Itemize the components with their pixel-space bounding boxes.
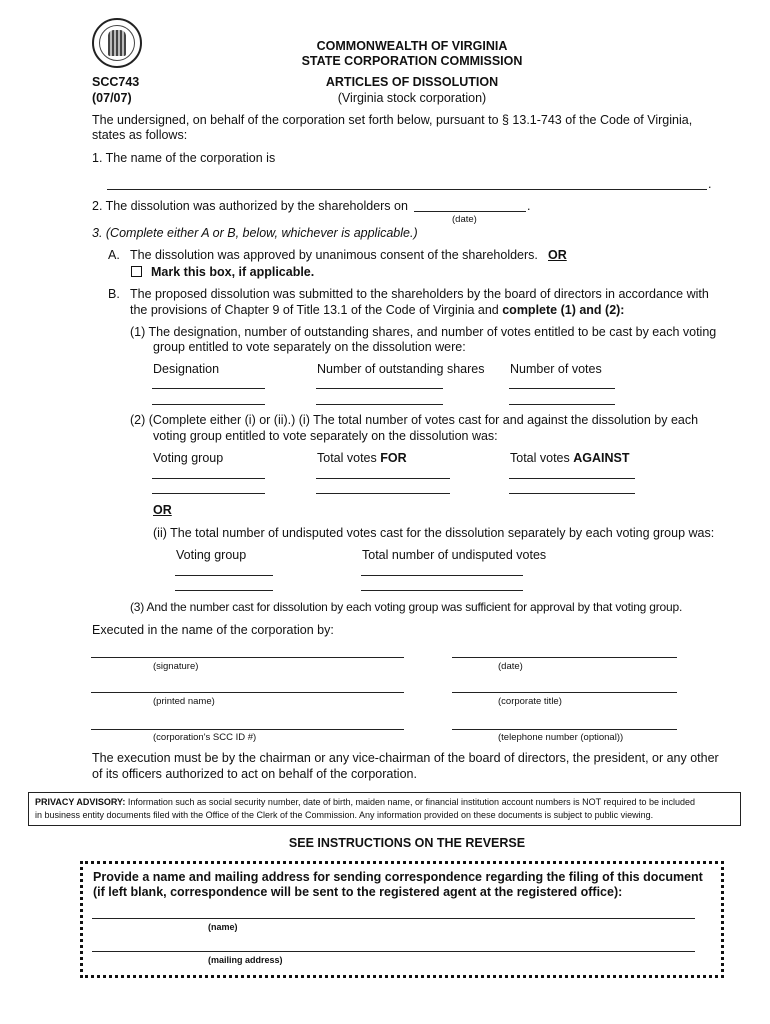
item1-text: 1. The name of the corporation is: [92, 151, 276, 165]
item2-period: .: [527, 199, 531, 213]
privacy-label: PRIVACY ADVISORY:: [35, 797, 126, 807]
execution-note-line2: of its officers authorized to act on behalf of the corporation.: [92, 767, 417, 781]
privacy-text1: Information such as social security number, date of birth, maiden name, or financial institution account numbers is NOT required to be included: [127, 797, 696, 807]
itemB-line2: [130, 303, 624, 318]
execution-note-line1: The execution must be by the chairman or any vice-chairman of the board of directors, the president, or any other: [92, 751, 719, 765]
correspondence-address-caption: (mailing address): [208, 955, 283, 965]
unanimous-consent-checkbox[interactable]: [131, 266, 142, 277]
col-total-against: [510, 451, 630, 466]
sub3-text: (3) And the number cast for dissolution by each voting group was sufficient for approval by that voting group.: [130, 600, 683, 614]
votes-field-1[interactable]: [509, 388, 615, 389]
header-line2: STATE CORPORATION COMMISSION: [301, 54, 523, 68]
correspondence-name-field[interactable]: [92, 918, 695, 919]
corporate-title-caption: (corporate title): [498, 696, 562, 707]
correspondence-name-caption: (name): [208, 922, 238, 932]
sub1-line2: group entitled to vote separately on the dissolution were:: [153, 340, 466, 354]
designation-field-2[interactable]: [152, 404, 265, 405]
printed-name-caption: (printed name): [153, 696, 215, 707]
scc-id-field[interactable]: [91, 729, 404, 730]
corporate-title-field[interactable]: [452, 692, 677, 693]
col-total-against-pre: Total votes: [510, 451, 570, 465]
executed-text: Executed in the name of the corporation by:: [92, 623, 334, 637]
itemA-text: The dissolution was approved by unanimous consent of the shareholders.: [130, 248, 538, 262]
col-designation: Designation: [153, 362, 220, 376]
ii-undisputed-field-2[interactable]: [361, 590, 523, 591]
intro-line2: states as follows:: [92, 128, 188, 142]
voting-group-field-1[interactable]: [152, 478, 265, 479]
votes-field-2[interactable]: [509, 404, 615, 405]
itemB-line1: The proposed dissolution was submitted to the shareholders by the board of directors in accordance with: [130, 287, 709, 301]
privacy-advisory-box: [28, 792, 741, 826]
form-subtitle: (Virginia stock corporation): [337, 91, 487, 105]
votes-for-field-2[interactable]: [316, 493, 450, 494]
votes-for-field-1[interactable]: [316, 478, 450, 479]
votes-against-field-1[interactable]: [509, 478, 635, 479]
ii-undisputed-field-1[interactable]: [361, 575, 523, 576]
ii-col-voting-group: Voting group: [176, 548, 247, 562]
sub2-ii-text: (ii) The total number of undisputed votes cast for the dissolution separately by each voting group was:: [153, 526, 715, 540]
privacy-line1: [35, 796, 734, 809]
item3-text: 3. (Complete either A or B, below, whichever is applicable.): [92, 226, 418, 240]
col-total-against-bold: AGAINST: [573, 451, 630, 465]
itemA-label: A.: [108, 248, 120, 262]
item1-period: .: [708, 177, 712, 191]
ii-voting-group-field-1[interactable]: [175, 575, 273, 576]
itemB-line2-bold: complete (1) and (2):: [502, 303, 625, 317]
ii-voting-group-field-2[interactable]: [175, 590, 273, 591]
ii-col-undisputed-votes: Total number of undisputed votes: [362, 548, 547, 562]
telephone-field[interactable]: [452, 729, 677, 730]
col-total-for: [317, 451, 407, 466]
col-voting-group: Voting group: [153, 451, 224, 465]
checkbox-label: Mark this box, if applicable.: [151, 265, 315, 279]
privacy-line2: in business entity documents filed with the Office of the Clerk of the Commission. Any information provided on these documents is subject to public viewing.: [35, 809, 654, 820]
intro-line1: The undersigned, on behalf of the corporation set forth below, pursuant to § 13.1-743 of the Code of Virginia,: [92, 113, 693, 127]
form-number: SCC743: [92, 75, 140, 89]
printed-name-field[interactable]: [91, 692, 404, 693]
correspondence-line2: (if left blank, correspondence will be sent to the registered agent at the registered office):: [93, 885, 623, 899]
authorization-date-field[interactable]: [414, 211, 526, 212]
see-instructions: SEE INSTRUCTIONS ON THE REVERSE: [288, 836, 526, 850]
sub1-line1: (1) The designation, number of outstanding shares, and number of votes entitled to be cast by each voting: [130, 325, 717, 339]
date-caption: (date): [452, 214, 477, 225]
form-date: (07/07): [92, 91, 132, 105]
signature-caption: (signature): [153, 661, 199, 672]
sub2-or: OR: [153, 503, 172, 517]
execution-date-field[interactable]: [452, 657, 677, 658]
votes-against-field-2[interactable]: [509, 493, 635, 494]
corporation-name-field[interactable]: [107, 189, 707, 190]
signature-field[interactable]: [91, 657, 404, 658]
sub2-line1: (2) (Complete either (i) or (ii).) (i) The total number of votes cast for and against the dissolution by each: [130, 413, 699, 427]
item2-text: 2. The dissolution was authorized by the shareholders on: [92, 199, 408, 213]
itemA-or: OR: [548, 248, 567, 262]
correspondence-line1: Provide a name and mailing address for sending correspondence regarding the filing of this document: [93, 870, 703, 884]
col-total-for-pre: Total votes: [317, 451, 377, 465]
telephone-caption: (telephone number (optional)): [498, 732, 624, 743]
scc-id-caption: (corporation's SCC ID #): [153, 732, 257, 743]
sub2-line2: voting group entitled to vote separately on the dissolution was:: [153, 429, 498, 443]
col-total-for-bold: FOR: [380, 451, 407, 465]
col-number-of-votes: Number of votes: [510, 362, 602, 376]
form-title: ARTICLES OF DISSOLUTION: [325, 75, 499, 89]
shares-field-1[interactable]: [316, 388, 443, 389]
itemB-line2-pre: the provisions of Chapter 9 of Title 13.1 of the Code of Virginia and: [130, 303, 499, 317]
shares-field-2[interactable]: [316, 404, 443, 405]
date-caption-2: (date): [498, 661, 523, 672]
itemB-label: B.: [108, 287, 120, 301]
voting-group-field-2[interactable]: [152, 493, 265, 494]
col-outstanding-shares: Number of outstanding shares: [317, 362, 485, 376]
designation-field-1[interactable]: [152, 388, 265, 389]
header-line1: COMMONWEALTH OF VIRGINIA: [316, 39, 508, 53]
correspondence-address-field[interactable]: [92, 951, 695, 952]
